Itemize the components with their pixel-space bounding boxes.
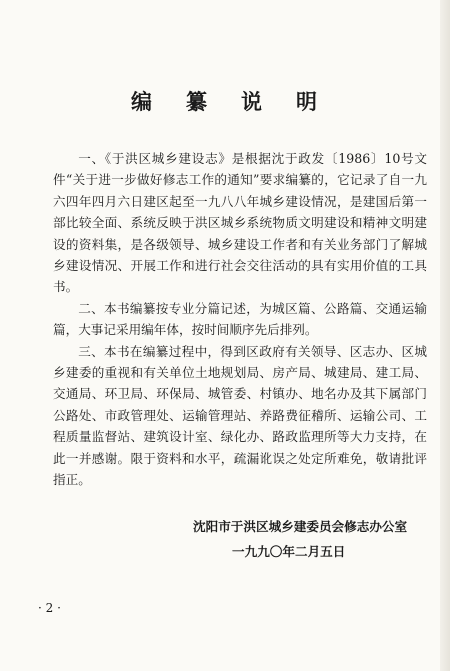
paragraph-2: 二、本书编纂按专业分篇记述，为城区篇、公路篇、交通运输篇，大事记采用编年体，按时间顺序先后排列。	[53, 300, 427, 338]
title-char: 明	[296, 89, 319, 114]
page-number: · 2 ·	[38, 601, 61, 615]
title-char: 纂	[186, 89, 209, 114]
signature-organization: 沈阳市于洪区城乡建委员会修志办公室	[193, 519, 408, 534]
page-edge-shadow	[440, 0, 450, 671]
page-title	[0, 86, 450, 116]
signature-date: 一九九〇年二月五日	[232, 544, 346, 559]
title-char: 编	[131, 89, 154, 114]
body-text	[53, 148, 427, 491]
paragraph-3: 三、本书在编纂过程中，得到区政府有关领导、区志办、区城乡建委的重视和有关单位土地规划局、房产局、城建局、建工局、交通局、环卫局、环保局、城管委、村镇办、地名办及其下属部门公路处、市政管理处、运输管理站、养路费征稽所、运输公司、工程质量监督站、建筑设计室、绿化办、路政监理所等大力支持，在此一并感谢。限于资料和水平，疏漏讹误之处定所难免，敬请批评指正。	[53, 343, 427, 488]
title-char: 说	[241, 89, 264, 114]
paragraph-1: 一、《于洪区城乡建设志》是根据沈于政发〔1986〕10号文件“关于进一步做好修志工作的通知”要求编纂的，它记录了自一九六四年四月六日建区起至一九八八年城乡建设情况，是建国后第一部比较全面、系统反映于洪区城乡系统物质文明建设和精神文明建设的资料集，是各级领导、城乡建设工作者和有关业务部门了解城乡建设情况、开展工作和进行社会交往活动的具有实用价值的工具书。	[53, 151, 427, 295]
